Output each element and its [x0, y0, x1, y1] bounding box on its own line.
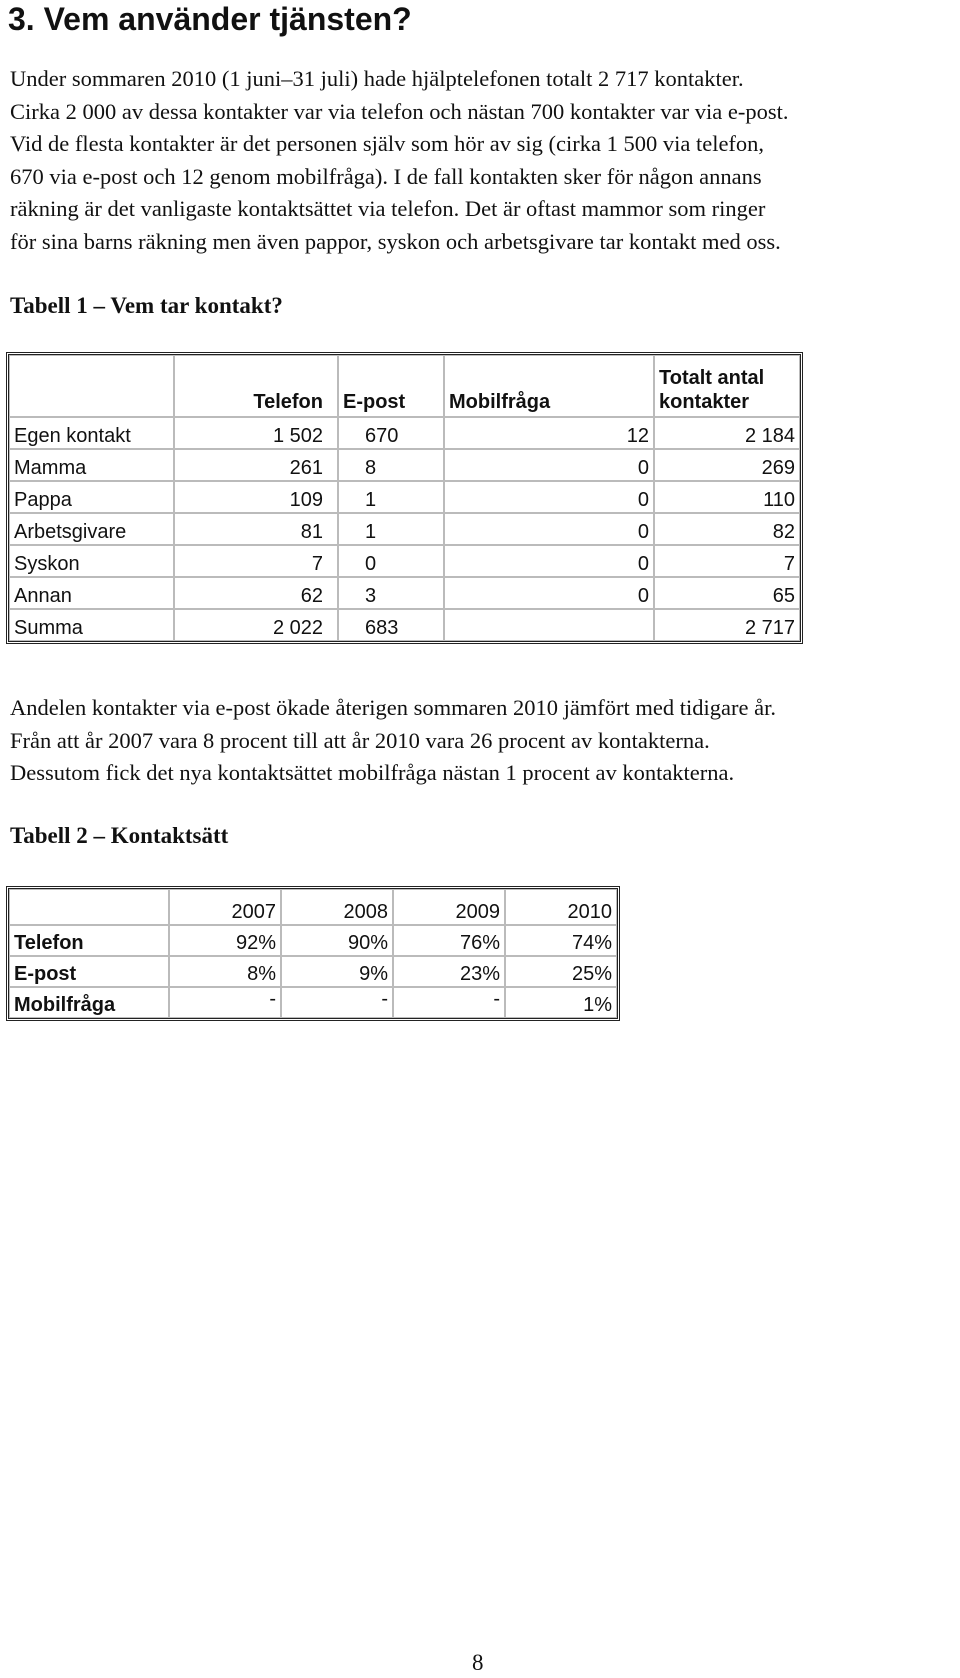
table-header-cell	[9, 355, 174, 417]
table-header-cell: E-post	[338, 355, 444, 417]
table-row	[9, 987, 617, 1018]
table-cell: 1	[338, 513, 444, 545]
table-header-cell: Mobilfråga	[444, 355, 654, 417]
year-header: 2009	[393, 889, 505, 925]
table-row	[9, 577, 800, 609]
table1-caption: Tabell 1 – Vem tar kontakt?	[10, 293, 283, 318]
row-label: Mamma	[9, 449, 174, 481]
table-cell: 0	[444, 481, 654, 513]
table-header-cell: Telefon	[174, 355, 338, 417]
table-cell: 2 717	[654, 609, 800, 641]
table-cell: 92%	[169, 925, 281, 956]
text-line: Cirka 2 000 av dessa kontakter var via telefon och nästan 700 kontakter var via e-post.	[10, 98, 789, 124]
row-label: Annan	[9, 577, 174, 609]
table-cell: 0	[444, 449, 654, 481]
page-number: 8	[472, 1650, 484, 1675]
table-cell: 65	[654, 577, 800, 609]
table-cell: -	[281, 987, 393, 1018]
year-header: 2010	[505, 889, 617, 925]
table-cell: 7	[174, 545, 338, 577]
table-cell: 0	[338, 545, 444, 577]
table-cell: 8%	[169, 956, 281, 987]
table-cell: 0	[444, 577, 654, 609]
table-cell: 670	[338, 417, 444, 449]
row-label: Telefon	[9, 925, 169, 956]
text-line: Vid de flesta kontakter är det personen själv som hör av sig (cirka 1 500 via telefon,	[10, 131, 765, 156]
table-cell: -	[169, 987, 281, 1018]
table-row	[9, 513, 800, 545]
table-cell: 261	[174, 449, 338, 481]
table-header-row	[9, 889, 617, 925]
row-label: Arbetsgivare	[9, 513, 174, 545]
contacts-by-person-table	[6, 352, 803, 644]
row-label: Syskon	[9, 545, 174, 577]
table-row	[9, 481, 800, 513]
table-cell: 269	[654, 449, 800, 481]
table-cell: 25%	[505, 956, 617, 987]
table-cell: 1	[338, 481, 444, 513]
table-row-total	[9, 609, 800, 641]
year-header: 2007	[169, 889, 281, 925]
row-label: Pappa	[9, 481, 174, 513]
table-cell: 23%	[393, 956, 505, 987]
table-header-row	[9, 355, 800, 417]
header-text-line: Totalt antal	[659, 367, 765, 389]
table-header-cell	[9, 889, 169, 925]
text-line: Andelen kontakter via e-post ökade återigen sommaren 2010 jämfört med tidigare år.	[10, 695, 776, 720]
table-cell: 90%	[281, 925, 393, 956]
text-line: Under sommaren 2010 (1 juni–31 juli) hade hjälptelefonen totalt 2 717 kontakter.	[10, 66, 744, 91]
row-label: Summa	[9, 609, 174, 641]
text-line: för sina barns räkning men även pappor, syskon och arbetsgivare tar kontakt med oss.	[10, 228, 781, 254]
text-line: räkning är det vanligaste kontaktsättet via telefon. Det är oftast mammor som ringer	[10, 196, 766, 221]
table-cell: 2 022	[174, 609, 338, 641]
table-cell: 82	[654, 513, 800, 545]
text-line: Från att år 2007 vara 8 procent till att år 2010 vara 26 procent av kontakterna.	[10, 727, 710, 753]
row-label: E-post	[9, 956, 169, 987]
table-row	[9, 449, 800, 481]
table-cell	[444, 609, 654, 641]
table-row	[9, 417, 800, 449]
table-cell: 76%	[393, 925, 505, 956]
table-cell: 109	[174, 481, 338, 513]
text-line: Dessutom fick det nya kontaktsättet mobilfråga nästan 1 procent av kontakterna.	[10, 760, 735, 785]
table-cell: 12	[444, 417, 654, 449]
table-cell: 1 502	[174, 417, 338, 449]
table-cell: 0	[444, 545, 654, 577]
table-cell: 7	[654, 545, 800, 577]
row-label: Egen kontakt	[9, 417, 174, 449]
contact-method-table	[6, 886, 620, 1021]
table-cell: 0	[444, 513, 654, 545]
table-cell: 74%	[505, 925, 617, 956]
text-line: 670 via e-post och 12 genom mobilfråga). I de fall kontakten sker för någon annans	[10, 163, 762, 189]
table-row	[9, 925, 617, 956]
table-cell: 81	[174, 513, 338, 545]
table-cell: 1%	[505, 987, 617, 1018]
table-cell: 110	[654, 481, 800, 513]
table-header-cell	[654, 355, 800, 417]
section-heading: 3. Vem använder tjänsten?	[8, 1, 412, 37]
table-cell: 683	[338, 609, 444, 641]
intro-paragraph	[10, 63, 960, 258]
table-cell: 8	[338, 449, 444, 481]
table-row	[9, 956, 617, 987]
header-text-line: kontakter	[659, 391, 750, 413]
table-cell: 62	[174, 577, 338, 609]
table2-caption: Tabell 2 – Kontaktsätt	[10, 823, 229, 848]
table-cell: 2 184	[654, 417, 800, 449]
table-cell: 3	[338, 577, 444, 609]
table-row	[9, 545, 800, 577]
table-cell: 9%	[281, 956, 393, 987]
row-label: Mobilfråga	[9, 987, 169, 1018]
table-cell: -	[393, 987, 505, 1018]
email-trend-paragraph	[10, 692, 960, 790]
year-header: 2008	[281, 889, 393, 925]
